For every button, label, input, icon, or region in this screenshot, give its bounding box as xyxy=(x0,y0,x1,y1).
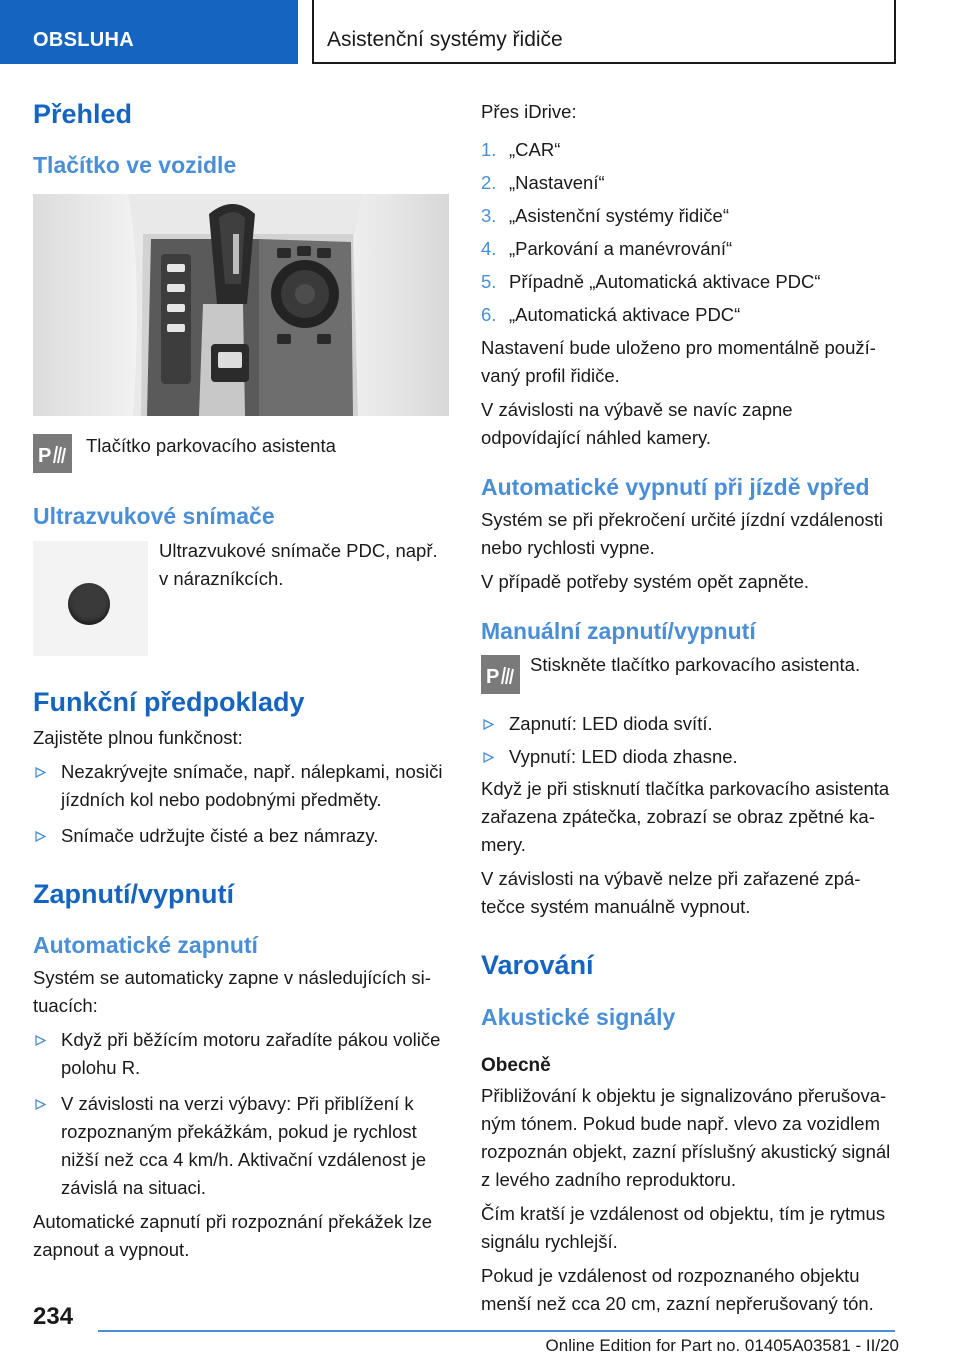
heading-manualni-zapnuti: Manuální zapnutí/vypnutí xyxy=(481,617,756,644)
center-console-photo xyxy=(33,194,449,416)
heading-zapnuti-vypnuti: Zapnutí/vypnutí xyxy=(33,878,234,909)
list-item: Nezakrývejte snímače, např. nálepkami, nosiči jízdních kol nebo podobnými předměty. xyxy=(33,758,449,814)
list-item: 3. „Asistenční systémy řidiče“ xyxy=(481,205,729,226)
list-item: Snímače udržujte čisté a bez námrazy. xyxy=(33,822,449,850)
page-number: 234 xyxy=(33,1303,74,1330)
manual-row xyxy=(481,655,897,694)
heading-varovani: Varování xyxy=(481,950,594,981)
idrive-intro: Přes iDrive: xyxy=(481,101,577,122)
triangle-bullet-icon xyxy=(35,767,46,778)
manual-note: V závislosti na výbavě nelze při zařazené zpátečce systém manuálně vypnout. xyxy=(481,868,861,918)
edition-text: Online Edition for Part no. 01405A03581 - II/20 xyxy=(545,1336,899,1355)
footer-divider xyxy=(98,1330,895,1332)
list-item: 1. „CAR“ xyxy=(481,139,561,160)
heading-automaticke-vypnuti: Automatické vypnutí při jízdě vpřed xyxy=(481,474,870,500)
list-item: Zapnutí: LED dioda svítí. xyxy=(481,710,897,738)
heading-tlacitko-ve-vozidle: Tlačítko ve vozidle xyxy=(33,152,237,179)
auto-intro: Systém se automaticky zapne v následujících situacích: xyxy=(33,966,431,1016)
camera-note: V závislosti na výbavě se navíc zapne odpovídající náhled kamery. xyxy=(481,399,793,448)
sensor-disc-icon xyxy=(68,583,110,625)
list-item: 5. Případně „Automatická aktivace PDC“ xyxy=(481,271,821,292)
list-item: 4. „Parkování a manévrování“ xyxy=(481,238,733,259)
sensor-row xyxy=(33,541,449,656)
triangle-bullet-icon xyxy=(483,752,494,763)
list-item: 6. „Automatická aktivace PDC“ xyxy=(481,304,741,325)
auto-outro: Automatické zapnutí při rozpoznání překážek lze zapnout a vypnout. xyxy=(33,1210,432,1260)
center-console-illustration xyxy=(33,194,449,416)
right-column xyxy=(481,98,897,1318)
manual-text: Stiskněte tlačítko parkovacího asistenta. xyxy=(530,654,861,676)
pdc-sensor-image xyxy=(33,541,148,656)
setting-saved-text: Nastavení bude uloženo pro momentálně používaný profil řidiče. xyxy=(481,337,876,386)
vypnuti-text-2: V případě potřeby systém opět zapněte. xyxy=(481,570,810,592)
vypnuti-text-1: Systém se při překročení určité jízdní vzdálenosti nebo rychlosti vypne. xyxy=(481,508,884,558)
svg-text:P: P xyxy=(486,666,500,689)
list-item: Když při běžícím motoru zařadíte pákou voliče polohu R. xyxy=(33,1026,449,1082)
heading-prehled: Přehled xyxy=(33,99,133,129)
triangle-bullet-icon xyxy=(35,831,46,842)
rytmus-text: Čím kratší je vzdálenost od objektu, tím je rytmus signálu rychlejší. xyxy=(481,1202,886,1252)
auto-list xyxy=(33,1026,449,1202)
obecne-text: Přibližování k objektu je signalizováno přerušovaným tónem. Pokud bude např. vlevo za vozidlem rozpoznán objekt, zazní příslušný akustický signál z levého zadního reproduktoru. xyxy=(481,1084,891,1190)
predpoklady-intro: Zajistěte plnou funkčnost: xyxy=(33,726,243,748)
predpoklady-list xyxy=(33,758,449,850)
idrive-steps xyxy=(481,136,897,329)
parking-assistant-button-icon xyxy=(33,434,72,473)
heading-akusticke-signaly: Akustické signály xyxy=(481,1003,676,1030)
list-item: 2. „Nastavení“ xyxy=(481,172,605,193)
section-tab-label: OBSLUHA xyxy=(33,29,134,51)
triangle-bullet-icon xyxy=(483,719,494,730)
triangle-bullet-icon xyxy=(35,1035,46,1046)
button-caption-row xyxy=(33,434,449,473)
manual-list xyxy=(481,710,897,771)
left-column xyxy=(33,98,449,1264)
list-item: V závislosti na verzi výbavy: Při přiblížení k rozpoznaným překážkám, pokud je rychlost nižší než cca 4 km/h. Aktivační vzdálenost je závislá na situaci. xyxy=(33,1090,449,1202)
ton-text: Pokud je vzdálenost od rozpoznaného objektu menší než cca 20 cm, zazní nepřerušovaný tón. xyxy=(481,1264,874,1314)
triangle-bullet-icon xyxy=(35,1099,46,1110)
reverse-note: Když je při stisknutí tlačítka parkovacího asistenta zařazena zpátečka, zobrazí se obraz zpětné kamery. xyxy=(481,778,890,856)
heading-obecne: Obecně xyxy=(481,1055,551,1077)
heading-funkcni-predpoklady: Funkční předpoklady xyxy=(33,686,305,717)
heading-automaticke-zapnuti: Automatické zapnutí xyxy=(33,932,258,959)
svg-text:P: P xyxy=(38,444,52,467)
parking-assistant-button-icon xyxy=(481,655,520,694)
list-item: Vypnutí: LED dioda zhasne. xyxy=(481,743,897,771)
chapter-header xyxy=(312,0,896,64)
chapter-title: Asistenční systémy řidiče xyxy=(327,28,563,51)
heading-ultrazvukove-snimace: Ultrazvukové snímače xyxy=(33,502,275,529)
sensor-text: Ultrazvukové snímače PDC, např. v nárazníkcích. xyxy=(159,539,438,589)
section-tab xyxy=(0,0,298,64)
button-caption: Tlačítko parkovacího asistenta xyxy=(86,434,336,456)
